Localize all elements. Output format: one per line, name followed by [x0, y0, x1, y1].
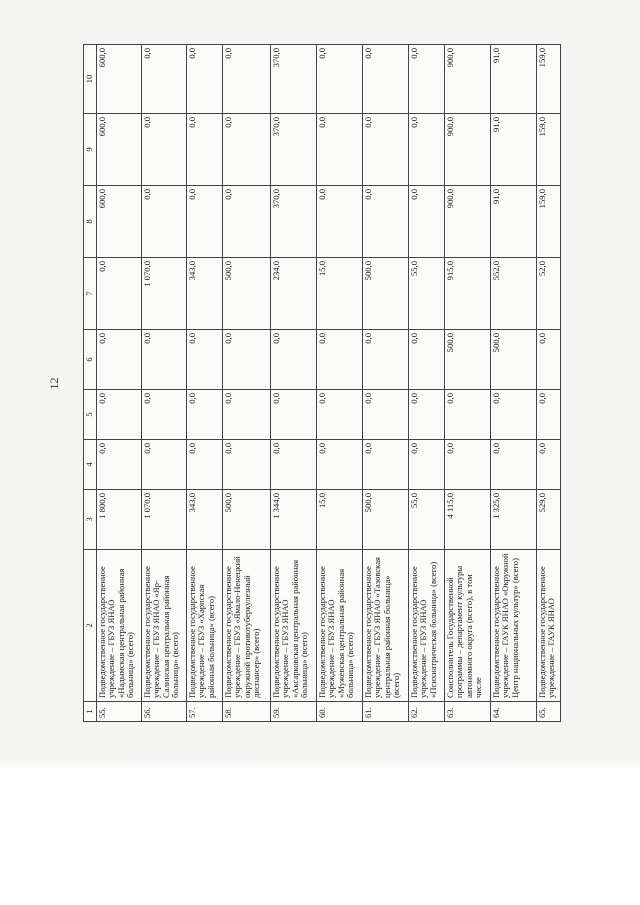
cell-value: 0,0	[409, 45, 445, 114]
cell-value: 600,0	[97, 45, 142, 114]
row-name: Подведомственное государственное учреждение – ГАУК ЯНАО	[537, 550, 561, 702]
cell-value: 0,0	[445, 390, 491, 440]
cell-value: 0,0	[537, 390, 561, 440]
cell-value: 343,0	[187, 258, 223, 330]
cell-value: 0,0	[223, 330, 271, 390]
cell-value: 0,0	[271, 330, 317, 390]
cell-value: 91,0	[491, 114, 537, 186]
row-number: 58.	[223, 702, 271, 722]
cell-value: 0,0	[142, 440, 187, 490]
row-name: Подведомственное государственное учреждение – ГБУЗ ЯНАО «Мужевская центральная районная больница» (всего)	[317, 550, 363, 702]
cell-value: 0,0	[409, 390, 445, 440]
table-row	[409, 45, 445, 722]
table-row	[271, 45, 317, 722]
cell-value: 1 344,0	[271, 490, 317, 550]
row-name: Подведомственное государственное учреждение – ГБУЗ ЯНАО «Надымская центральная районная больница» (всего)	[97, 550, 142, 702]
cell-value: 0,0	[363, 45, 409, 114]
cell-value: 0,0	[187, 330, 223, 390]
cell-value: 1 325,0	[491, 490, 537, 550]
table-header-row	[84, 45, 97, 722]
page-number: 12	[47, 377, 61, 390]
cell-value: 343,0	[187, 490, 223, 550]
cell-value: 0,0	[223, 186, 271, 258]
cell-value: 0,0	[97, 258, 142, 330]
row-number: 61.	[363, 702, 409, 722]
cell-value: 0,0	[142, 186, 187, 258]
cell-value: 0,0	[271, 440, 317, 490]
cell-value: 500,0	[223, 490, 271, 550]
rotated-content	[47, 45, 616, 722]
cell-value: 0,0	[187, 114, 223, 186]
cell-value: 0,0	[409, 186, 445, 258]
row-number: 57.	[187, 702, 223, 722]
cell-value: 500,0	[363, 258, 409, 330]
cell-value: 0,0	[317, 114, 363, 186]
col-header: 4	[84, 440, 97, 490]
row-number: 63.	[445, 702, 491, 722]
row-number: 65.	[537, 702, 561, 722]
cell-value: 0,0	[491, 440, 537, 490]
table-row	[223, 45, 271, 722]
cell-value: 0,0	[223, 390, 271, 440]
cell-value: 0,0	[537, 330, 561, 390]
cell-value: 0,0	[363, 114, 409, 186]
cell-value: 0,0	[223, 45, 271, 114]
row-number: 59.	[271, 702, 317, 722]
col-header: 9	[84, 114, 97, 186]
cell-value: 0,0	[363, 440, 409, 490]
col-header: 8	[84, 186, 97, 258]
row-number: 56.	[142, 702, 187, 722]
cell-value: 0,0	[97, 330, 142, 390]
row-name: Подведомственное государственное учреждение – ГБУЗ ЯНАО «Психиатрическая больница» (всего)	[409, 550, 445, 702]
cell-value: 0,0	[142, 390, 187, 440]
cell-value: 1 070,0	[142, 490, 187, 550]
cell-value: 0,0	[187, 45, 223, 114]
cell-value: 370,0	[271, 186, 317, 258]
cell-value: 0,0	[317, 330, 363, 390]
cell-value: 0,0	[142, 330, 187, 390]
cell-value: 0,0	[187, 440, 223, 490]
table-row	[491, 45, 537, 722]
col-header: 10	[84, 45, 97, 114]
row-name: Подведомственное государственное учреждение – ГБУЗ «Харпская районная больница» (всего)	[187, 550, 223, 702]
cell-value: 529,0	[537, 490, 561, 550]
row-name: Подведомственное государственное учреждение – ГБУЗ ЯНАО «Аксарковская центральная районная больница» (всего)	[271, 550, 317, 702]
col-header: 1	[84, 702, 97, 722]
budget-table	[83, 44, 561, 722]
cell-value: 600,0	[97, 186, 142, 258]
cell-value: 55,0	[409, 490, 445, 550]
cell-value: 0,0	[223, 114, 271, 186]
cell-value: 159,0	[537, 114, 561, 186]
cell-value: 0,0	[537, 440, 561, 490]
cell-value: 0,0	[317, 45, 363, 114]
row-number: 64.	[491, 702, 537, 722]
cell-value: 91,0	[491, 186, 537, 258]
cell-value: 915,0	[445, 258, 491, 330]
cell-value: 0,0	[187, 390, 223, 440]
cell-value: 234,0	[271, 258, 317, 330]
cell-value: 1 800,0	[97, 490, 142, 550]
cell-value: 0,0	[317, 186, 363, 258]
table-row	[97, 45, 142, 722]
cell-value: 0,0	[409, 114, 445, 186]
cell-value: 900,0	[445, 114, 491, 186]
cell-value: 0,0	[363, 390, 409, 440]
cell-value: 4 115,0	[445, 490, 491, 550]
cell-value: 900,0	[445, 45, 491, 114]
row-name: Подведомственное государственное учреждение – ГАУК ЯНАО «Окружной Центр национальных культур» (всего)	[491, 550, 537, 702]
col-header: 6	[84, 330, 97, 390]
cell-value: 159,0	[537, 186, 561, 258]
table-row	[445, 45, 491, 722]
row-number: 60.	[317, 702, 363, 722]
cell-value: 600,0	[97, 114, 142, 186]
cell-value: 0,0	[187, 186, 223, 258]
cell-value: 0,0	[409, 330, 445, 390]
cell-value: 0,0	[363, 186, 409, 258]
col-header: 2	[84, 550, 97, 702]
cell-value: 500,0	[363, 490, 409, 550]
cell-value: 55,0	[409, 258, 445, 330]
table-row	[142, 45, 187, 722]
row-number: 62.	[409, 702, 445, 722]
row-name: Подведомственное государственное учреждение – ГБУЗ ЯНАО «Яр-Салинская центральная районная больница» (всего)	[142, 550, 187, 702]
col-header: 3	[84, 490, 97, 550]
table-row	[187, 45, 223, 722]
cell-value: 0,0	[491, 390, 537, 440]
cell-value: 500,0	[223, 258, 271, 330]
row-name: Соисполнитель Государственной программы – департамент культуры автономного округа (всего), в том числе	[445, 550, 491, 702]
cell-value: 0,0	[142, 114, 187, 186]
col-header: 7	[84, 258, 97, 330]
cell-value: 91,0	[491, 45, 537, 114]
cell-value: 900,0	[445, 186, 491, 258]
cell-value: 0,0	[445, 440, 491, 490]
cell-value: 0,0	[317, 440, 363, 490]
row-number: 55.	[97, 702, 142, 722]
cell-value: 0,0	[363, 330, 409, 390]
cell-value: 52,0	[537, 258, 561, 330]
cell-value: 0,0	[271, 390, 317, 440]
cell-value: 0,0	[317, 390, 363, 440]
row-name: Подведомственное государственное учреждение – ГБУЗ «Ямало-Ненецкий окружной противотуберкулезный диспансер» (всего)	[223, 550, 271, 702]
cell-value: 500,0	[491, 330, 537, 390]
cell-value: 500,0	[445, 330, 491, 390]
cell-value: 0,0	[142, 45, 187, 114]
cell-value: 0,0	[409, 440, 445, 490]
row-name: Подведомственное государственное учреждение – ГБУЗ ЯНАО «Тазовская центральная районная больница» (всего)	[363, 550, 409, 702]
cell-value: 552,0	[491, 258, 537, 330]
table-row	[317, 45, 363, 722]
table-row	[363, 45, 409, 722]
cell-value: 0,0	[223, 440, 271, 490]
cell-value: 159,0	[537, 45, 561, 114]
cell-value: 15,0	[317, 490, 363, 550]
cell-value: 370,0	[271, 45, 317, 114]
cell-value: 0,0	[97, 390, 142, 440]
cell-value: 370,0	[271, 114, 317, 186]
cell-value: 1 070,0	[142, 258, 187, 330]
cell-value: 0,0	[97, 440, 142, 490]
table-row	[537, 45, 561, 722]
col-header: 5	[84, 390, 97, 440]
cell-value: 15,0	[317, 258, 363, 330]
